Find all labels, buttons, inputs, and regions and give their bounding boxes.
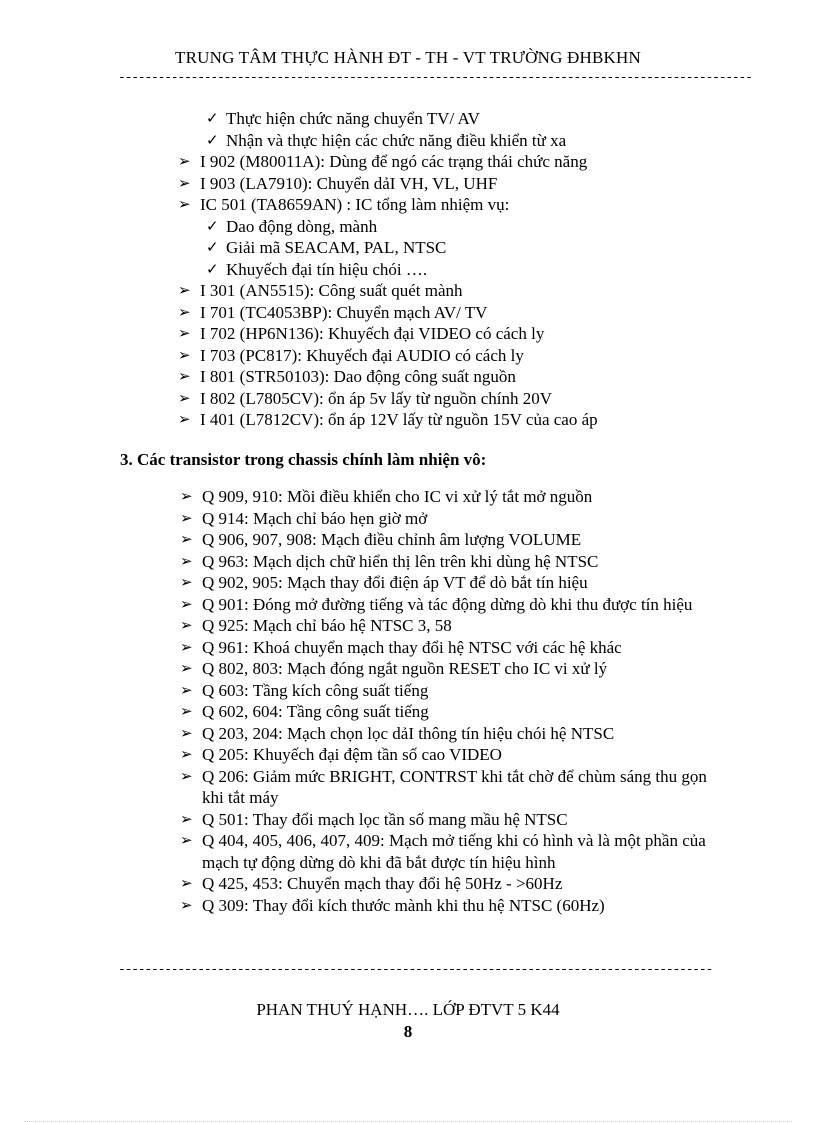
list-item — [178, 151, 698, 173]
list-item-text: Q 425, 453: Chuyển mạch thay đổi hệ 50Hz - >60Hz — [202, 874, 563, 893]
arrow-bullet-icon: ➢ — [180, 766, 193, 785]
list-item-text: Q 309: Thay đổi kích thước mành khi thu hệ NTSC (60Hz) — [202, 895, 605, 915]
list-item — [178, 108, 698, 130]
arrow-bullet-icon: ➢ — [180, 659, 193, 677]
list-item — [180, 744, 725, 766]
arrow-bullet-icon: ➢ — [178, 195, 191, 213]
arrow-bullet-icon: ➢ — [178, 152, 191, 170]
list-item — [180, 572, 725, 594]
arrow-bullet-icon: ➢ — [178, 410, 191, 428]
checkmark-icon: ✓ — [206, 216, 219, 235]
page-footer: PHAN THUÝ HẠNH…. LỚP ĐTVT 5 K44 — [256, 1000, 560, 1019]
list-item-text: I 903 (LA7910): Chuyển dảI VH, VL, UHF — [200, 173, 498, 193]
arrow-bullet-icon: ➢ — [180, 895, 193, 914]
list-item — [178, 130, 698, 152]
list-item-text: I 702 (HP6N136): Khuyếch đại VIDEO có cách ly — [200, 324, 545, 343]
list-item — [180, 895, 725, 917]
arrow-bullet-icon: ➢ — [180, 809, 193, 828]
arrow-bullet-icon: ➢ — [180, 745, 193, 763]
header-divider: ------------------------------------------------------------------------------------------------ — [118, 70, 752, 85]
list-item-text: Dao động dòng, mành — [226, 216, 378, 236]
checkmark-icon: ✓ — [206, 259, 219, 278]
arrow-bullet-icon: ➢ — [180, 680, 193, 699]
arrow-bullet-icon: ➢ — [180, 508, 193, 527]
checkmark-icon: ✓ — [206, 130, 219, 149]
list-item — [178, 366, 698, 388]
page-bottom-rule — [24, 1121, 792, 1122]
page-header: TRUNG TÂM THỰC HÀNH ĐT - TH - VT TRƯỜNG ĐHBKHN — [175, 48, 641, 67]
arrow-bullet-icon: ➢ — [178, 173, 191, 192]
list-item — [178, 409, 698, 431]
list-item-text: Giải mã SEACAM, PAL, NTSC — [226, 238, 447, 257]
arrow-bullet-icon: ➢ — [180, 551, 193, 570]
list-item-text: I 703 (PC817): Khuyếch đại AUDIO có cách ly — [200, 345, 524, 365]
list-item-text: I 301 (AN5515): Công suất quét mành — [200, 281, 463, 300]
list-item — [180, 508, 725, 530]
list-item — [178, 345, 698, 367]
page-number: 8 — [403, 1022, 413, 1041]
arrow-bullet-icon: ➢ — [180, 573, 193, 591]
list-item-text: Q 963: Mạch dịch chữ hiển thị lên trên khi dùng hệ NTSC — [202, 551, 599, 571]
list-item-text: Q 802, 803: Mạch đóng ngắt nguồn RESET cho IC vi xử lý — [202, 659, 608, 678]
arrow-bullet-icon: ➢ — [180, 637, 193, 656]
list-item — [178, 173, 698, 195]
list-item — [178, 323, 698, 345]
list-item — [180, 873, 725, 895]
list-item-text: I 802 (L7805CV): ổn áp 5v lấy từ nguồn chính 20V — [200, 388, 553, 408]
list-item — [180, 529, 725, 551]
list-item-text: Q 902, 905: Mạch thay đổi điện áp VT để dò bắt tín hiệu — [202, 573, 588, 592]
list-item-text: Q 501: Thay đổi mạch lọc tần số mang mầu hệ NTSC — [202, 809, 568, 829]
list-item — [178, 194, 698, 216]
list-item — [180, 809, 725, 831]
list-item-text: Q 906, 907, 908: Mạch điều chỉnh âm lượng VOLUME — [202, 530, 582, 549]
list-item — [178, 259, 698, 281]
list-item-text: Q 602, 604: Tầng công suất tiếng — [202, 702, 429, 721]
list-item-text: Q 901: Đóng mở đường tiếng và tác động dừng dò khi thu được tín hiệu — [202, 594, 693, 614]
arrow-bullet-icon: ➢ — [178, 345, 191, 364]
arrow-bullet-icon: ➢ — [180, 702, 193, 720]
section-heading: 3. Các transistor trong chassis chính làm nhiện vô: — [120, 450, 487, 469]
list-item-text: Q 205: Khuyếch đại đệm tần số cao VIDEO — [202, 745, 502, 764]
list-item — [178, 302, 698, 324]
list-item-text: Q 909, 910: Mồi điều khiển cho IC vi xử lý tắt mở nguồn — [202, 487, 593, 506]
list-item — [180, 766, 725, 809]
list-item — [180, 658, 725, 680]
list-item — [180, 701, 725, 723]
checkmark-icon: ✓ — [206, 109, 219, 127]
list-item-text: Q 404, 405, 406, 407, 409: Mạch mở tiếng khi có hình và là một phần của mạch tự động dừng dò khi đã bắt được tín hiệu hình — [202, 831, 706, 872]
list-item-text: Q 914: Mạch chỉ báo hẹn giờ mở — [202, 508, 428, 528]
list-item — [178, 216, 698, 238]
list-item-text: Khuyếch đại tín hiệu chói …. — [226, 259, 428, 279]
list-item-text: Q 925: Mạch chỉ báo hệ NTSC 3, 58 — [202, 616, 452, 635]
arrow-bullet-icon: ➢ — [180, 831, 193, 849]
list-item — [178, 237, 698, 259]
list-item-text: I 801 (STR50103): Dao động công suất nguồn — [200, 367, 516, 386]
transistor-list — [180, 486, 725, 916]
arrow-bullet-icon: ➢ — [180, 616, 193, 634]
list-item-text: Q 603: Tầng kích công suất tiếng — [202, 680, 429, 700]
list-item-text: I 902 (M80011A): Dùng để ngó các trạng thái chức năng — [200, 152, 588, 171]
list-item — [180, 551, 725, 573]
arrow-bullet-icon: ➢ — [180, 530, 193, 548]
arrow-bullet-icon: ➢ — [178, 302, 191, 321]
list-item — [180, 680, 725, 702]
list-item — [180, 615, 725, 637]
arrow-bullet-icon: ➢ — [180, 723, 193, 742]
list-item-text: Q 203, 204: Mạch chọn lọc dảI thông tín hiệu chói hệ NTSC — [202, 723, 615, 743]
arrow-bullet-icon: ➢ — [178, 324, 191, 342]
list-item — [178, 388, 698, 410]
footer-divider: ------------------------------------------------------------------------------------------ — [118, 962, 713, 977]
list-item-text: Nhận và thực hiện các chức năng điều khiển từ xa — [226, 130, 567, 150]
checkmark-icon: ✓ — [206, 238, 219, 256]
arrow-bullet-icon: ➢ — [178, 367, 191, 385]
list-item — [178, 280, 698, 302]
list-item — [180, 830, 725, 873]
list-item — [180, 637, 725, 659]
list-item — [180, 486, 725, 508]
list-item — [180, 594, 725, 616]
list-item-text: Q 206: Giảm mức BRIGHT, CONTRST khi tắt chờ để chùm sáng thu gọn khi tắt máy — [202, 766, 707, 807]
list-item-text: Q 961: Khoá chuyển mạch thay đổi hệ NTSC với các hệ khác — [202, 637, 622, 657]
arrow-bullet-icon: ➢ — [178, 388, 191, 407]
list-item-text: Thực hiện chức năng chuyển TV/ AV — [226, 109, 480, 128]
arrow-bullet-icon: ➢ — [180, 487, 193, 505]
arrow-bullet-icon: ➢ — [178, 281, 191, 299]
arrow-bullet-icon: ➢ — [180, 874, 193, 892]
component-list — [178, 108, 698, 431]
list-item-text: I 401 (L7812CV): ổn áp 12V lấy từ nguồn 15V của cao áp — [200, 410, 598, 429]
list-item-text: I 701 (TC4053BP): Chuyển mạch AV/ TV — [200, 302, 488, 322]
list-item — [180, 723, 725, 745]
arrow-bullet-icon: ➢ — [180, 594, 193, 613]
list-item-text: IC 501 (TA8659AN) : IC tổng làm nhiệm vụ: — [200, 195, 510, 214]
